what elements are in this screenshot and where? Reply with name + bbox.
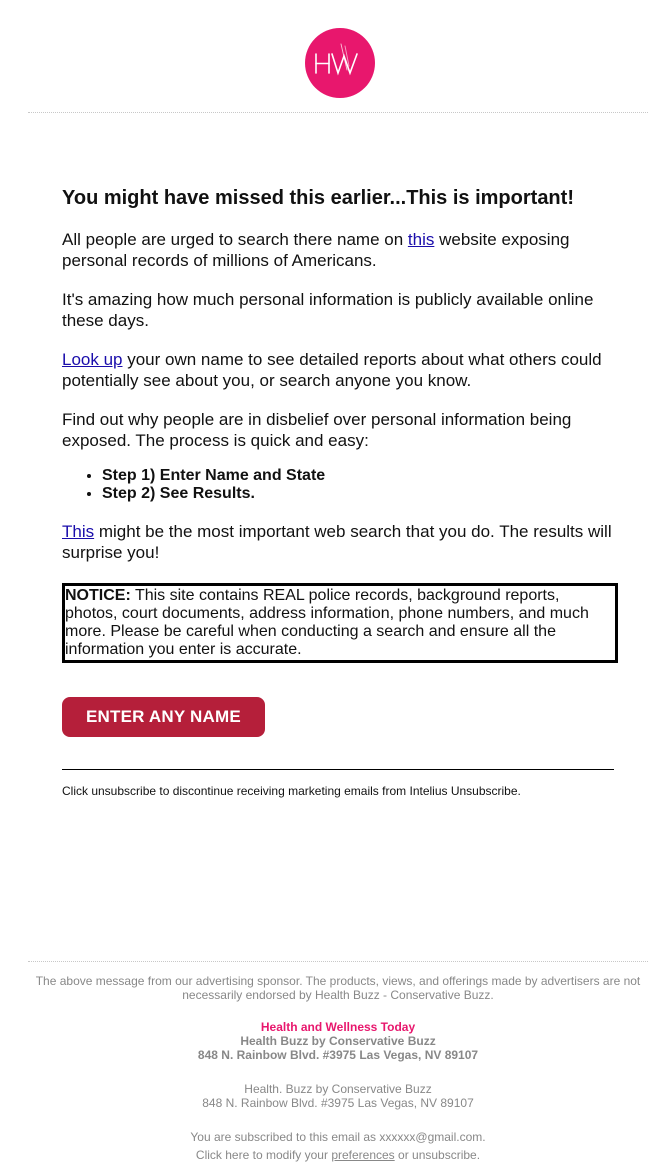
sponsor-disclaimer: The above message from our advertising sponsor. The products, views, and offerings made by advertisers are not necessarily endorsed by Health Buzz - Conservative Buzz.	[35, 974, 641, 1002]
modify-text-after: or unsubscribe.	[394, 1148, 481, 1162]
subscription-info: You are subscribed to this email as xxxxxx@gmail.com.	[190, 1130, 486, 1144]
intro-text-after: website exposing personal records of millions of Americans.	[62, 230, 570, 270]
list-item: • Step 2) See Results.	[102, 485, 618, 503]
look-up-link[interactable]: Look up	[62, 350, 123, 369]
this-search-link[interactable]: This	[62, 522, 95, 541]
steps-list	[62, 467, 618, 503]
brand-address: 848 N. Rainbow Blvd. #3975 Las Vegas, NV 89107	[197, 1048, 479, 1062]
brand-subtitle: Health Buzz by Conservative Buzz	[240, 1034, 436, 1048]
email-body	[62, 183, 618, 737]
this-link[interactable]: this	[407, 230, 435, 249]
enter-any-name-button[interactable]: ENTER ANY NAME	[62, 697, 265, 737]
content-divider	[62, 769, 614, 770]
notice-box	[62, 583, 618, 663]
paragraph-intro	[62, 229, 618, 271]
paragraph-important	[62, 521, 618, 563]
brand-logo	[305, 28, 375, 98]
company-address: 848 N. Rainbow Blvd. #3975 Las Vegas, NV 89107	[202, 1096, 474, 1110]
headline: You might have missed this earlier...This is important!	[62, 187, 574, 209]
header-divider	[28, 112, 648, 113]
paragraph-disbelief: Find out why people are in disbelief over personal information being exposed. The process is quick and easy:	[62, 410, 572, 450]
brand-name: Health and Wellness Today	[260, 1020, 416, 1034]
preferences-link[interactable]: preferences	[331, 1148, 395, 1162]
logo-mark-icon	[305, 28, 375, 98]
modify-text-before: Click here to modify your	[195, 1148, 332, 1162]
intro-text-before: All people are urged to search there name on	[62, 230, 408, 249]
company-name: Health. Buzz by Conservative Buzz	[244, 1082, 432, 1096]
lookup-text-after: your own name to see detailed reports about what others could potentially see about you, or search anyone you know.	[62, 350, 602, 390]
unsubscribe-notice: Click unsubscribe to discontinue receiving marketing emails from Intelius Unsubscribe.	[62, 784, 521, 798]
notice-text: This site contains REAL police records, background reports, photos, court documents, address information, phone numbers, and much more. Please be careful when conducting a search and ensure all the information you enter is accurate.	[65, 587, 589, 658]
list-item: • Step 1) Enter Name and State	[102, 467, 618, 485]
preferences-line	[28, 1148, 648, 1162]
notice-label: NOTICE:	[65, 587, 131, 604]
footer-divider	[28, 961, 648, 962]
important-text-after: might be the most important web search that you do. The results will surprise you!	[62, 522, 612, 562]
footer	[28, 974, 648, 1162]
paragraph-lookup	[62, 349, 618, 391]
paragraph-amazing: It's amazing how much personal information is publicly available online these days.	[62, 290, 594, 330]
